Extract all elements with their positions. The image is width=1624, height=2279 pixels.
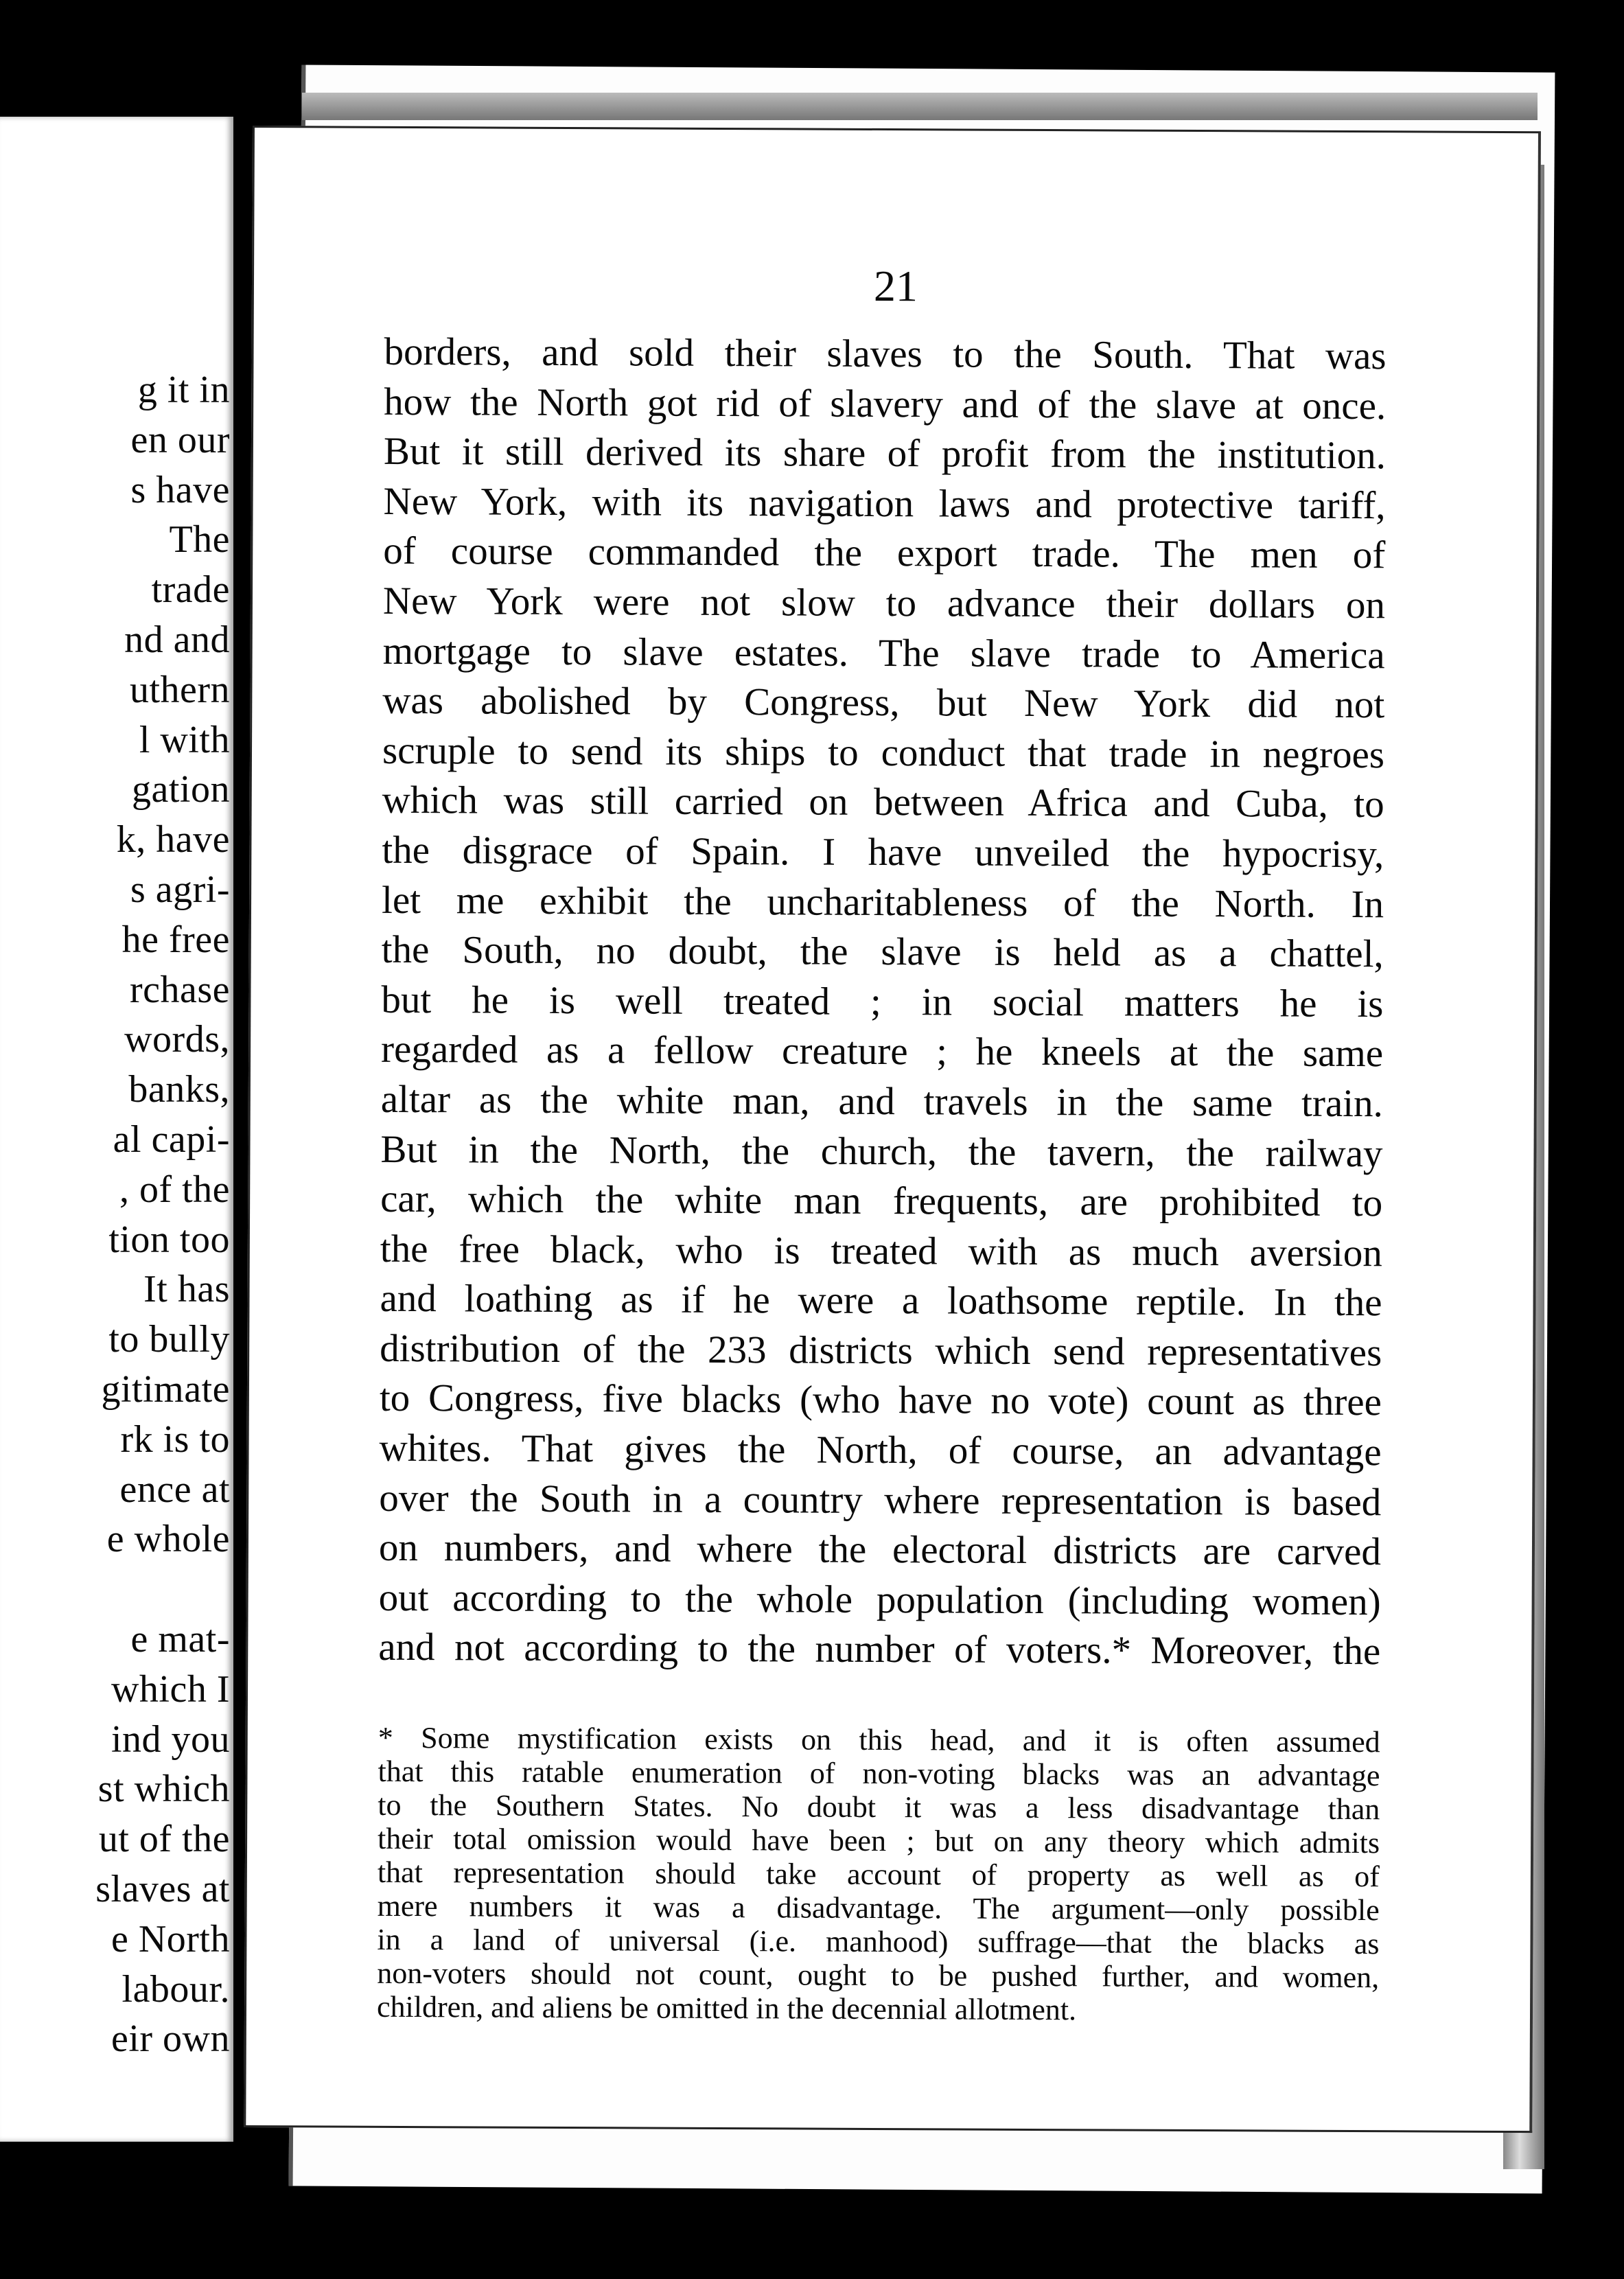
body-text-line: and not according to the number of voters.* Moreover, the bbox=[378, 1626, 1381, 1674]
body-text bbox=[378, 327, 1387, 1677]
left-page-line: e mat- bbox=[130, 1617, 230, 1661]
body-text-line: to Congress, five blacks (who have no vote) count as three bbox=[379, 1376, 1382, 1424]
body-text-line: New York were not slow to advance their dollars on bbox=[382, 579, 1386, 627]
footnote-line: non-voters should not count, ought to be pushed further, and women, bbox=[377, 1956, 1380, 1995]
left-page-line: nd and bbox=[124, 618, 230, 661]
left-page-line: labour. bbox=[121, 1967, 230, 2011]
body-text-line: scruple to send its ships to conduct that trade in negroes bbox=[382, 728, 1385, 776]
body-text-line: but he is well treated ; in social matters he is bbox=[381, 977, 1384, 1026]
body-text-line: But in the North, the church, the tavern, the railway bbox=[380, 1127, 1383, 1175]
body-text-line: of course commanded the export trade. The men of bbox=[383, 529, 1386, 577]
left-page-line: uthern bbox=[129, 668, 230, 711]
body-text-line: altar as the white man, and travels in the same train. bbox=[380, 1077, 1383, 1126]
body-text-line: the disgrace of Spain. I have unveiled the hypocrisy, bbox=[382, 828, 1384, 877]
left-page-line: banks, bbox=[128, 1068, 230, 1111]
left-page-line: eir own bbox=[111, 2017, 230, 2061]
left-page-line: words, bbox=[124, 1018, 230, 1061]
left-page-line: al capi- bbox=[113, 1118, 230, 1161]
body-text-line: mortgage to slave estates. The slave trade to America bbox=[382, 629, 1385, 677]
footnote-line: their total omission would have been ; but on any theory which admits bbox=[378, 1821, 1380, 1860]
body-text-line: out according to the whole population (including women) bbox=[378, 1575, 1381, 1624]
body-text-line: and loathing as if he were a loathsome reptile. In the bbox=[380, 1277, 1382, 1325]
left-page-line: rchase bbox=[129, 968, 230, 1011]
body-text-line: New York, with its navigation laws and protective tariff, bbox=[383, 479, 1386, 527]
body-text-line: over the South in a country where representation is based bbox=[379, 1476, 1382, 1524]
body-text-line: borders, and sold their slaves to the South. That was bbox=[384, 329, 1387, 378]
body-text-line: the free black, who is treated with as much aversion bbox=[380, 1227, 1382, 1275]
body-text-line: regarded as a fellow creature ; he kneels at the same bbox=[380, 1028, 1384, 1076]
footnote-line: that representation should take account of property as well as of bbox=[377, 1855, 1380, 1894]
body-text-line: the South, no doubt, the slave is held as a chattel, bbox=[381, 927, 1384, 976]
left-page-line: s have bbox=[130, 468, 230, 511]
footnote-line: children, and aliens be omitted in the decennial allotment. bbox=[376, 1989, 1077, 2027]
left-page-line bbox=[0, 1564, 230, 1615]
left-page-line: gation bbox=[132, 768, 230, 811]
left-page-line: st which bbox=[97, 1768, 230, 1811]
left-page-line: k, have bbox=[116, 818, 230, 861]
footnote-line: to the Southern States. No doubt it was a less disadvantage than bbox=[378, 1788, 1380, 1827]
left-page-line: slaves at bbox=[95, 1867, 230, 1910]
left-page-line: tion too bbox=[108, 1218, 230, 1261]
left-page-text bbox=[0, 365, 230, 2064]
footnote-line: in a land of universal (i.e. manhood) suffrage—that the blacks as bbox=[377, 1922, 1380, 1961]
footnote-line: that this ratable enumeration of non-voting blacks was an advantage bbox=[378, 1754, 1380, 1793]
body-text-line: car, which the white man frequents, are prohibited to bbox=[380, 1177, 1383, 1225]
left-page-line: to bully bbox=[108, 1318, 230, 1361]
body-text-line: distribution of the 233 districts which send representatives bbox=[380, 1326, 1382, 1375]
main-page bbox=[244, 126, 1541, 2133]
left-page-line: gitimate bbox=[101, 1367, 230, 1411]
left-page-line: which I bbox=[111, 1667, 230, 1711]
left-page-line: It has bbox=[143, 1268, 230, 1311]
left-page-line: e North bbox=[111, 1917, 230, 1960]
left-page-line: ind you bbox=[111, 1717, 230, 1761]
left-page-line: l with bbox=[139, 718, 230, 761]
left-page-line: The bbox=[169, 518, 230, 562]
footnote-line: mere numbers it was a disadvantage. The argument—only possible bbox=[377, 1888, 1380, 1928]
left-facing-page bbox=[0, 117, 233, 2142]
left-page-line: he free bbox=[121, 918, 230, 961]
footnote-line: * Some mystification exists on this head, and it is often assumed bbox=[378, 1720, 1380, 1759]
left-page-line: rk is to bbox=[120, 1418, 230, 1461]
left-page-line: e whole bbox=[106, 1518, 230, 1561]
page-number: 21 bbox=[873, 261, 918, 311]
left-page-line: ence at bbox=[119, 1468, 230, 1511]
left-page-line: , of the bbox=[119, 1168, 230, 1211]
body-text-line: how the North got rid of slavery and of the slave at once. bbox=[384, 380, 1387, 428]
body-text-line: on numbers, and where the electoral districts are carved bbox=[378, 1526, 1382, 1574]
left-page-line: g it in bbox=[137, 369, 230, 411]
body-text-line: let me exhibit the uncharitableness of the North. In bbox=[381, 878, 1384, 926]
body-text-line: was abolished by Congress, but New York did not bbox=[382, 678, 1385, 727]
body-text-line: which was still carried on between Africa and Cuba, to bbox=[382, 778, 1384, 826]
left-page-line: s agri- bbox=[130, 868, 230, 911]
left-page-line: en our bbox=[130, 418, 230, 461]
body-text-line: whites. That gives the North, of course, an advantage bbox=[379, 1426, 1382, 1474]
left-page-line: ut of the bbox=[98, 1818, 230, 1861]
left-page-line: trade bbox=[151, 568, 230, 612]
page-edge-shadow bbox=[302, 93, 1538, 120]
footnote bbox=[377, 1721, 1380, 2028]
body-text-line: But it still derived its share of profit from the institution. bbox=[383, 430, 1387, 478]
